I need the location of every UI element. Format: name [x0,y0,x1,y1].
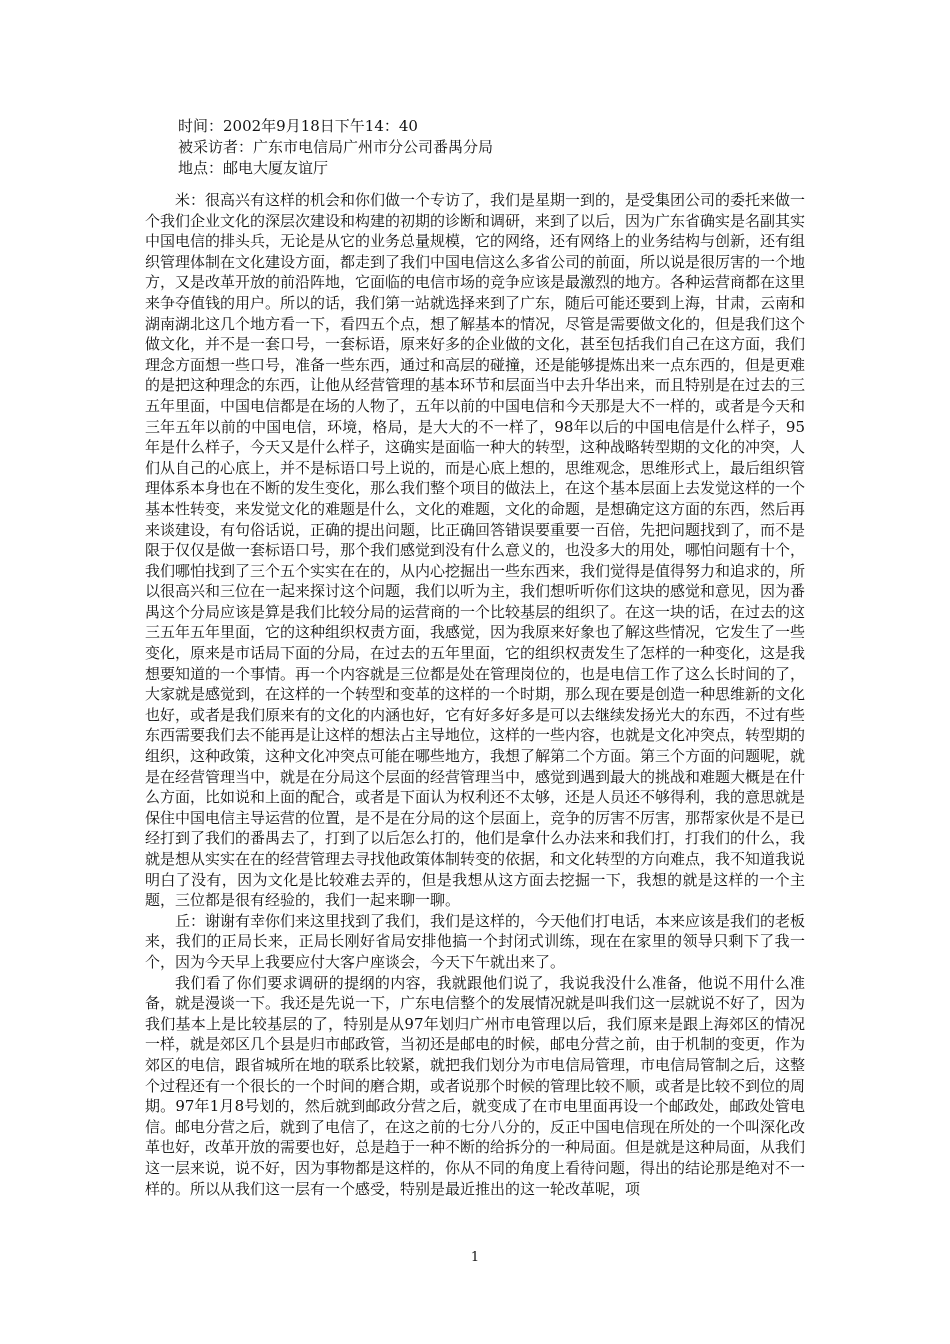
interview-location: 地点：邮电大厦友谊厅 [178,159,329,177]
page-number: 1 [470,1250,480,1265]
interview-time: 时间：2002年9月18日下午14：40 [178,117,418,135]
interview-transcript [145,190,805,1199]
interview-header [178,116,818,179]
interview-interviewee: 被采访者：广东市电信局广州市分公司番禺分局 [178,138,494,156]
transcript-paragraph-mi: 米：很高兴有这样的机会和你们做一个专访了，我们是星期一到的，是受集团公司的委托来做一个我们企业文化的深层次建设和构建的初期的诊断和调研，来到了以后，因为广东省确实是名副其实中国电信的排头兵，无论是从它的业务总量规模，它的网络，还有网络上的业务结构与创新，还有组织管理体制在文化建设方面，都走到了我们中国电信这么多省公司的前面，所以说是很厉害的一个地方，又是改革开放的前沿阵地，它面临的电信市场的竞争应该是最激烈的地方。各种运营商都在这里来争夺值钱的用户。所以的话，我们第一站就选择来到了广东，随后可能还要到上海，甘肃，云南和湖南湖北这几个地方看一下，看四五个点，想了解基本的情况，尽管是需要做文化的，但是我们这个做文化，并不是一套口号，一套标语，原来好多的企业做的文化，甚至包括我们自己在这方面，我们理念方面想一些口号，准备一些东西，通过和高层的碰撞，还是能够提炼出来一点东西的，但是更难的是把这种理念的东西，让他从经营管理的基本环节和层面当中去升华出来，而且特别是在过去的三五年里面，中国电信都是在场的人物了，五年以前的中国电信和今天那是大不一样的，或者是今天和三年五年以前的中国电信，环境，格局，是大大的不一样了，98年以后的中国电信是什么样子，95年是什么样子，今天又是什么样子，这确实是面临一种大的转型，这种战略转型期的文化的冲突，人们从自己的心底上，并不是标语口号上说的，而是心底上想的，思维观念，思维形式上，最后组织管理体系本身也在不断的发生变化，那么我们整个项目的做法上，在这个基本层面上去发觉这样的一个基本性转变，来发觉文化的难题是什么，文化的难题，文化的命题，是想确定这方面的东西，然后再来谈建设，有句俗话说，正确的提出问题，比正确回答错误要重要一百倍，先把问题找到了，而不是限于仅仅是做一套标语口号，那个我们感觉到没有什么意义的，也没多大的用处，哪怕问题有十个，我们哪怕找到了三个五个实实在在的，从内心挖掘出一些东西来，我们觉得是值得努力和追求的，所以很高兴和三位在一起来探讨这个问题，我们以听为主，我们想听听你们这块的感觉和意见，因为番禺这个分局应该是算是我们比较分局的运营商的一个比较基层的组织了。在这一块的话，在过去的这三五年五年里面，它的这种组织权责方面，我感觉，因为我原来好象也了解这些情况，它发生了一些变化，原来是市话局下面的分局，在过去的五年里面，它的组织权责发生了怎样的一种变化，这是我想要知道的一个事情。再一个内容就是三位都是处在管理岗位的，也是电信工作了这么长时间的了，大家就是感觉到，在这样的一个转型和变革的这样的一个时期，那么现在要是创造一种思维新的文化也好，或者是我们原来有的文化的内涵也好，它有好多好多是可以去继续发扬光大的东西，不过有些东西需要我们去不能再是让这样的想法占主导地位，这样的一些内容，也就是文化冲突点，转型期的组织，这种政策，这种文化冲突点可能在哪些地方，我想了解第二个方面。第三个方面的问题呢，就是在经营管理当中，就是在分局这个层面的经营管理当中，感觉到遇到最大的挑战和难题大概是在什么方面，比如说和上面的配合，或者是下面认为权利还不太够，还是人员还不够得利，我的意思就是保住中国电信主导运营的位置，是不是在分局的这个层面上，竞争的厉害不厉害，那帮家伙是不是已经打到了我们的番禺去了，打到了以后怎么打的，他们是拿什么办法来和我们打，打我们的什么，我就是想从实实在在的经营管理去寻找他政策体制转变的依据，和文化转型的方向难点，我不知道我说明白了没有，因为文化是比较难去弄的，但是我想从这方面去挖掘一下，我想的就是这样的一个主题，三位都是很有经验的，我们一起来聊一聊。 [145,191,806,910]
transcript-paragraph-continued: 我们看了你们要求调研的提纲的内容，我就跟他们说了，我说我没什么准备，他说不用什么准备，就是漫谈一下。我还是先说一下，广东电信整个的发展情况就是叫我们这一层就说不好了，因为我们基本上是比较基层的了，特别是从97年划归广州市电管理以后，我们原来是跟上海郊区的情况一样，就是郊区几个县是归市邮政管，当初还是邮电的时候，邮电分营之前，由于机制的变更，作为郊区的电信，跟省城所在地的联系比较紧，就把我们划分为市电信局管理，市电信局管制之后，这整个过程还有一个很长的一个时间的磨合期，或者说那个时候的管理比较不顺，或者是比较不到位的周期。97年1月8号划的，然后就到邮政分营之后，就变成了在市电里面再设一个邮政处，邮政处管电信。邮电分营之后，就到了电信了，在这之前的七分八分的，反正中国电信现在所处的一个叫深化改革也好，改革开放的需要也好，总是趋于一种不断的给拆分的一种局面。但是就是这种局面，从我们这一层来说，说不好，因为事物都是这样的，你从不同的角度上看待问题，得出的结论那是绝对不一样的。所以从我们这一层有一个感受，特别是最近推出的这一轮改革呢，项 [145,973,806,1198]
transcript-paragraph-qiu: 丘：谢谢有幸你们来这里找到了我们，我们是这样的，今天他们打电话，本来应该是我们的老板来，我们的正局长来，正局长刚好省局安排他搞一个封闭式训练，现在在家里的领导只剩下了我一个，因为今天早上我要应付大客户座谈会，今天下午就出来了。 [145,911,806,971]
